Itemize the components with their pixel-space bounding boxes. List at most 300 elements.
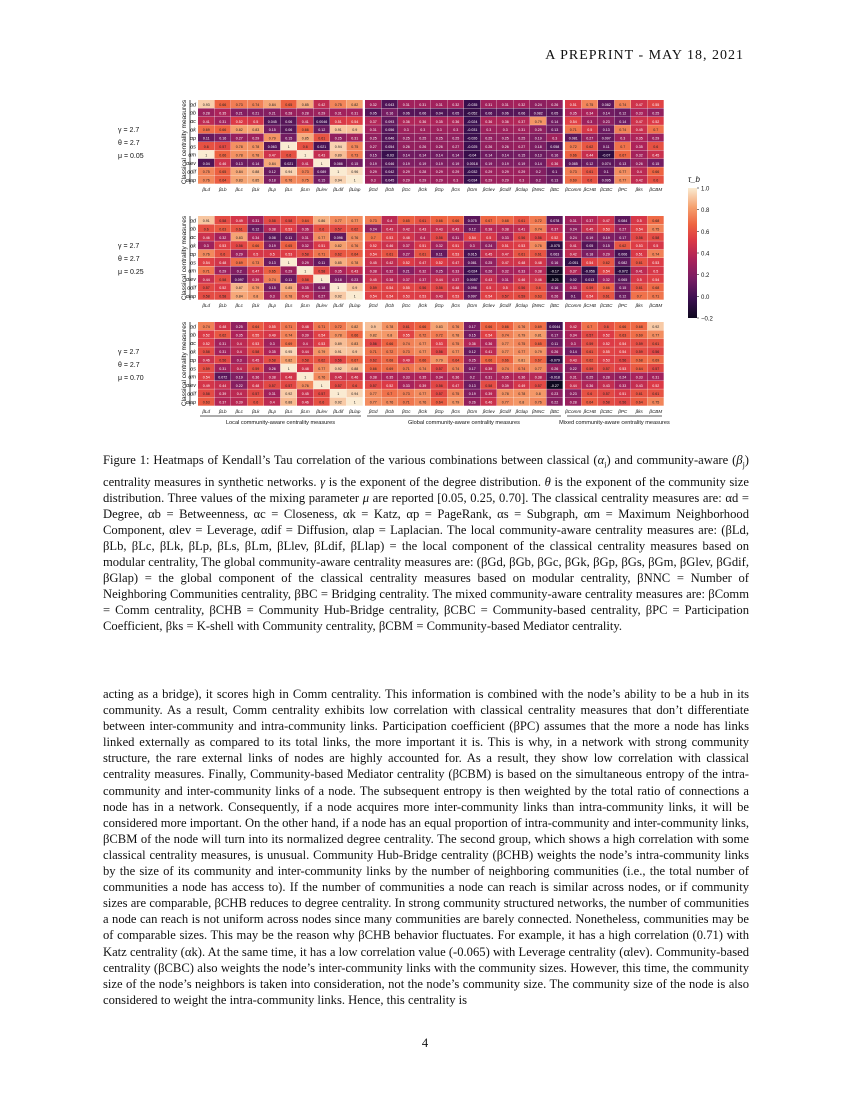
cell-value: 0.42 xyxy=(402,227,410,232)
cell-value: 0.3 xyxy=(453,178,459,183)
column-label: βLc xyxy=(235,303,243,308)
cell-value: 0.62 xyxy=(586,358,594,363)
cell-value: 0.29 xyxy=(369,170,377,175)
row-label: αk xyxy=(190,243,196,250)
cell-value: 0.74 xyxy=(419,367,427,372)
cell-value: 0.16 xyxy=(551,153,559,158)
cell-value: 0.16 xyxy=(386,111,394,116)
cell-value: 0.66 xyxy=(619,325,627,330)
cell-value: 0.37 xyxy=(452,277,460,282)
cell-value: 0.31 xyxy=(301,235,309,240)
row-label: αlev xyxy=(186,383,196,390)
cell-value: 0.29 xyxy=(318,111,326,116)
cell-value: 0.37 xyxy=(569,269,577,274)
cell-value: 0.47 xyxy=(252,269,260,274)
cell-value: 0.42 xyxy=(569,252,577,257)
column-label: βGm xyxy=(467,409,478,414)
cell-value: 0.29 xyxy=(402,170,410,175)
column-label: βGb xyxy=(385,303,395,308)
cell-value: 0.14 xyxy=(485,153,493,158)
cell-value: 0.48 xyxy=(252,383,260,388)
row-label: αs xyxy=(190,144,196,151)
cell-value: 0.52 xyxy=(602,333,610,338)
row-label: αdif xyxy=(187,391,196,398)
cell-value: -0.018 xyxy=(549,375,560,380)
cell-value: 0.56 xyxy=(435,235,443,240)
cell-value: 0.71 xyxy=(318,252,326,257)
cell-value: 0.26 xyxy=(551,367,559,372)
column-label: βGs xyxy=(451,409,460,414)
colorbar-tick-label: 0.8 xyxy=(701,208,710,215)
cell-value: -0.032 xyxy=(467,170,478,175)
cell-value: 0.31 xyxy=(569,375,577,380)
cell-value: 0.15 xyxy=(285,136,293,141)
cell-value: 0.04 xyxy=(202,161,210,166)
cell-value: 0.37 xyxy=(402,244,410,249)
cell-value: 0.57 xyxy=(202,286,210,291)
cell-value: 0.065 xyxy=(618,277,628,282)
cell-value: -0.026 xyxy=(467,136,478,141)
cell-value: 0.26 xyxy=(402,145,410,150)
cell-value: 0.66 xyxy=(219,103,227,108)
cell-value: 0.5 xyxy=(587,128,593,133)
cell-value: 0.74 xyxy=(619,128,627,133)
cell-value: 0.47 xyxy=(635,103,643,108)
cell-value: 0.45 xyxy=(586,227,594,232)
cell-value: 0.27 xyxy=(369,145,377,150)
cell-value: 0.4 xyxy=(302,341,308,346)
column-label: βLdif xyxy=(333,303,344,308)
cell-value: 0.48 xyxy=(534,261,542,266)
cell-value: 0.47 xyxy=(602,219,610,224)
cell-value: 0.19 xyxy=(235,375,243,380)
cell-value: 0.45 xyxy=(334,375,342,380)
column-label: βGlev xyxy=(482,303,495,308)
cell-value: 0.54 xyxy=(318,333,326,338)
cell-value: 0.77 xyxy=(501,400,509,405)
row-label: αd xyxy=(189,218,196,225)
cell-value: 0.74 xyxy=(534,227,542,232)
cell-value: 0.5 xyxy=(502,286,508,291)
cell-value: 0.063 xyxy=(267,145,277,150)
column-label: βLlev xyxy=(316,187,328,192)
cell-value: 0.3 xyxy=(203,244,209,249)
cell-value: 0.54 xyxy=(485,333,493,338)
cell-value: 0.19 xyxy=(402,161,410,166)
cell-value: 0.16 xyxy=(551,261,559,266)
panel-param: γ = 2.7 xyxy=(118,243,140,250)
column-label: βGdif xyxy=(499,409,511,414)
cell-value: 0.14 xyxy=(619,119,627,124)
cell-value: 0.43 xyxy=(419,227,427,232)
cell-value: 0.95 xyxy=(285,350,293,355)
cell-value: 0.56 xyxy=(235,244,243,249)
cell-value: 0.55 xyxy=(402,333,410,338)
cell-value: 0.17 xyxy=(468,325,476,330)
cell-value: 0.76 xyxy=(518,325,526,330)
cell-value: 0.39 xyxy=(301,333,309,338)
cell-value: 0.14 xyxy=(534,161,542,166)
row-label: αm xyxy=(188,152,196,159)
cell-value: 0.34 xyxy=(569,333,577,338)
cell-value: 0.69 xyxy=(235,261,243,266)
cell-value: 0.41 xyxy=(485,350,493,355)
cell-value: 0.25 xyxy=(452,136,460,141)
cell-value: -0.031 xyxy=(467,128,478,133)
cell-value: 0.53 xyxy=(452,252,460,257)
cell-value: 0.24 xyxy=(569,227,577,232)
column-label: βGlap xyxy=(515,409,528,414)
cell-value: -0.052 xyxy=(467,111,478,116)
cell-value: 0.19 xyxy=(435,161,443,166)
cell-value: 0.45 xyxy=(635,128,643,133)
column-label: βks xyxy=(635,303,643,308)
cell-value: 0.097 xyxy=(234,277,244,282)
cell-value: 0.76 xyxy=(534,400,542,405)
cell-value: 0.66 xyxy=(419,325,427,330)
cell-value: 0.3 xyxy=(453,128,459,133)
cell-value: 0.12 xyxy=(468,350,476,355)
cell-value: 0.77 xyxy=(501,350,509,355)
cell-value: 0.54 xyxy=(386,286,394,291)
cell-value: 0.53 xyxy=(318,341,326,346)
cell-value: 0.31 xyxy=(334,111,342,116)
cell-value: 0.5 xyxy=(653,269,659,274)
cell-value: 0.94 xyxy=(285,170,293,175)
column-label: βLk xyxy=(252,409,260,414)
cell-value: 0.79 xyxy=(534,350,542,355)
cell-value: 0.05 xyxy=(452,111,460,116)
cell-value: 0.2 xyxy=(535,178,541,183)
cell-value: 0.82 xyxy=(285,358,293,363)
cell-value: 0.6 xyxy=(535,286,541,291)
cell-value: 0.054 xyxy=(385,145,395,150)
cell-value: 0.73 xyxy=(235,103,243,108)
cell-value: 0.66 xyxy=(485,325,493,330)
cell-value: 0.25 xyxy=(369,136,377,141)
cell-value: 0.5 xyxy=(486,286,492,291)
cell-value: 0.7 xyxy=(587,325,593,330)
cell-value: 0.043 xyxy=(385,103,395,108)
column-label: βLc xyxy=(235,409,243,414)
cell-value: 0.11 xyxy=(551,341,559,346)
cell-value: 0.29 xyxy=(452,170,460,175)
cell-value: 0.19 xyxy=(518,161,526,166)
cell-value: 0.52 xyxy=(652,119,660,124)
cell-value: 0.29 xyxy=(602,252,610,257)
figure-caption: Figure 1: Heatmaps of Kendall’s Tau correlation of the various combinations between classical $(\alpha_i)$ and community-aware $(\beta_j)$ centrality measures in synthetic networks. γ is the exponent of the degree distribution. θ is the exponent of the community size distribution. Three values of the mixing parameter μ are reported [0.05, 0.25, 0.70]. The classical centrality measures are: αd = Degree, αb = Betweenness, αc = Closeness, αk = Katz, αp = PageRank, αs = Subgraph, αm = Maximum Neighborhood Component, αlev = Leverage, αdif = Diffusion, αlap = Laplacian. The local community-aware centrality measures are: (βLd, βLb, βLc, βLk, βLp, βLs, βLm, βLlev, βLdif, βLlap) = the local component of the classical centrality measures based on modular centrality, The global community-aware centrality measures are: (βGd, βGb, βGc, βGk, βGp, βGs, βGm, βGlev, βGdif, βGlap) = the global component of the classical centrality measures based on modular centrality, βNNC = Number of Neighboring Communities centrality, βBC = Bridging centrality. The mixed community-aware centrality measures are: βComm = Comm centrality, βCHB = Community Hub-Bridge centrality, βCBC = Community-based centrality, βPC = Participation Coefficient, βks = K-shell with Community centrality, βCBM = Community-based Mediator centrality. xyxy=(103,453,750,634)
cell-value: 0.31 xyxy=(219,119,227,124)
cell-value: 0.77 xyxy=(369,400,377,405)
cell-value: 0.57 xyxy=(602,367,610,372)
cell-value: 0.62 xyxy=(219,333,227,338)
cell-value: 0.32 xyxy=(635,153,643,158)
cell-value: 0.64 xyxy=(219,178,227,183)
cell-value: 0.29 xyxy=(518,170,526,175)
cell-value: 0.76 xyxy=(301,383,309,388)
cell-value: 0.78 xyxy=(252,153,260,158)
cell-value: 0.8 xyxy=(519,400,525,405)
panel-param: γ = 2.7 xyxy=(118,127,140,134)
cell-value: 0.77 xyxy=(334,219,342,224)
cell-value: 0.53 xyxy=(435,341,443,346)
cell-value: 0.6 xyxy=(253,400,259,405)
cell-value: 0.31 xyxy=(252,219,260,224)
cell-value: 0.85 xyxy=(301,136,309,141)
cell-value: 0.61 xyxy=(534,252,542,257)
row-label: αc xyxy=(190,119,196,126)
cell-value: 0.18 xyxy=(318,286,326,291)
row-label: αd xyxy=(189,324,196,331)
cell-value: 0.53 xyxy=(252,341,260,346)
cell-value: 0.4 xyxy=(236,367,242,372)
cell-value: 0.77 xyxy=(501,341,509,346)
cell-value: 0.46 xyxy=(301,400,309,405)
cell-value: 0.63 xyxy=(219,227,227,232)
cell-value: 0.76 xyxy=(318,375,326,380)
row-label: αlap xyxy=(185,177,196,184)
cell-value: 0.65 xyxy=(285,244,293,249)
cell-value: 0.65 xyxy=(534,341,542,346)
cell-value: 0.57 xyxy=(285,383,293,388)
cell-value: 0.5 xyxy=(486,235,492,240)
cell-value: 0.55 xyxy=(402,286,410,291)
cell-value: 0.25 xyxy=(652,111,660,116)
colorbar-tick-label: 0.4 xyxy=(701,251,710,258)
cell-value: 0.31 xyxy=(485,375,493,380)
cell-value: 0.73 xyxy=(369,219,377,224)
column-label: βLs xyxy=(285,187,293,192)
cell-value: 0.046 xyxy=(385,136,395,141)
cell-value: 0.021 xyxy=(317,145,327,150)
cell-value: 0.58 xyxy=(219,294,227,299)
cell-value: -0.21 xyxy=(550,277,559,282)
cell-value: 0.51 xyxy=(334,119,342,124)
column-label: βBC xyxy=(550,187,560,192)
cell-value: 0.28 xyxy=(202,111,210,116)
cell-value: 0.5 xyxy=(653,244,659,249)
cell-value: 0.55 xyxy=(652,103,660,108)
cell-value: 0.93 xyxy=(202,103,210,108)
column-label: βLs xyxy=(285,409,293,414)
colorbar-tick-label: −0.2 xyxy=(701,316,713,323)
cell-value: 0.29 xyxy=(485,170,493,175)
cell-value: 0.25 xyxy=(534,128,542,133)
cell-value: 0.56 xyxy=(435,286,443,291)
cell-value: 0.3 xyxy=(587,119,593,124)
cell-value: 0.0018 xyxy=(466,161,478,166)
cell-value: 0.3 xyxy=(486,128,492,133)
cell-value: 0.73 xyxy=(402,350,410,355)
cell-value: 0.41 xyxy=(569,244,577,249)
cell-value: 0.89 xyxy=(334,153,342,158)
cell-value: 0.58 xyxy=(219,277,227,282)
cell-value: 0.14 xyxy=(602,111,610,116)
cell-value: 0.37 xyxy=(586,219,594,224)
cell-value: 0.52 xyxy=(402,261,410,266)
panel-param: μ = 0.05 xyxy=(118,153,144,160)
cell-value: 1 xyxy=(320,161,323,166)
cell-value: 0.4 xyxy=(236,341,242,346)
cell-value: 0.43 xyxy=(602,383,610,388)
cell-value: -0.035 xyxy=(467,103,478,108)
cell-value: 0.69 xyxy=(202,128,210,133)
cell-value: 0.6 xyxy=(653,145,659,150)
cell-value: 0.35 xyxy=(268,350,276,355)
cell-value: 0.56 xyxy=(369,341,377,346)
cell-value: 0.29 xyxy=(501,178,509,183)
cell-value: 0.74 xyxy=(268,277,276,282)
cell-value: 0.73 xyxy=(351,153,359,158)
cell-value: -0.27 xyxy=(550,383,559,388)
column-label: βComm xyxy=(565,303,582,308)
cell-value: 0.69 xyxy=(386,367,394,372)
cell-value: 0.28 xyxy=(285,111,293,116)
cell-value: 0.48 xyxy=(219,325,227,330)
cell-value: 0.48 xyxy=(452,286,460,291)
cell-value: 0.6 xyxy=(603,325,609,330)
cell-value: -0.024 xyxy=(467,119,478,124)
cell-value: 0.06 xyxy=(518,111,526,116)
row-label: αb xyxy=(189,110,196,117)
cell-value: 0.081 xyxy=(568,136,578,141)
cell-value: 0.093 xyxy=(385,119,395,124)
cell-value: 0.77 xyxy=(318,235,326,240)
cell-value: 0.26 xyxy=(551,294,559,299)
cell-value: 0.013 xyxy=(585,277,595,282)
cell-value: 0.45 xyxy=(301,392,309,397)
cell-value: 0.44 xyxy=(219,383,227,388)
cell-value: 0.46 xyxy=(485,400,493,405)
cell-value: 0.11 xyxy=(435,252,443,257)
cell-value: 0.62 xyxy=(369,358,377,363)
cell-value: 0.76 xyxy=(285,178,293,183)
row-label: αlap xyxy=(185,293,196,300)
cell-value: 0.57 xyxy=(334,383,342,388)
cell-value: 0.73 xyxy=(402,392,410,397)
column-label: βCBM xyxy=(649,409,663,414)
cell-value: 0.26 xyxy=(268,367,276,372)
cell-value: 0.79 xyxy=(252,286,260,291)
cell-value: 0.39 xyxy=(485,367,493,372)
cell-value: 0.78 xyxy=(518,392,526,397)
cell-value: 0.12 xyxy=(318,128,326,133)
column-label: βLb xyxy=(218,187,227,192)
cell-value: 0.31 xyxy=(369,128,377,133)
cell-value: 0.68 xyxy=(652,219,660,224)
cell-value: 0.39 xyxy=(219,392,227,397)
row-label: αm xyxy=(188,374,196,381)
cell-value: 0.68 xyxy=(635,325,643,330)
row-label: αm xyxy=(188,268,196,275)
column-label: βLm xyxy=(300,303,310,308)
cell-value: 0.78 xyxy=(351,261,359,266)
cell-value: 0.089 xyxy=(317,170,327,175)
cell-value: 0.4 xyxy=(236,350,242,355)
cell-value: 0.52 xyxy=(652,383,660,388)
cell-value: 0.38 xyxy=(485,227,493,232)
row-label: αp xyxy=(189,251,196,258)
cell-value: 0.35 xyxy=(635,136,643,141)
cell-value: 0.66 xyxy=(501,325,509,330)
column-label: βLm xyxy=(300,187,310,192)
cell-value: 0.17 xyxy=(468,367,476,372)
cell-value: 0.54 xyxy=(351,119,359,124)
cell-value: 0.45 xyxy=(652,153,660,158)
cell-value: 0.62 xyxy=(351,227,359,232)
cell-value: 0.49 xyxy=(402,358,410,363)
cell-value: 0.3 xyxy=(236,358,242,363)
cell-value: 0.62 xyxy=(318,358,326,363)
row-label: αp xyxy=(189,135,196,142)
cell-value: 0.26 xyxy=(551,350,559,355)
heatmap-figure xyxy=(108,96,748,451)
cell-value: 0.76 xyxy=(351,235,359,240)
cell-value: 0.54 xyxy=(619,341,627,346)
cell-value: 0.082 xyxy=(601,103,611,108)
cell-value: 0.25 xyxy=(468,358,476,363)
cell-value: 0.56 xyxy=(334,358,342,363)
cell-value: 0.32 xyxy=(386,269,394,274)
column-label: βGdif xyxy=(499,187,511,192)
cell-value: 1 xyxy=(320,383,323,388)
cell-value: 0.91 xyxy=(334,128,342,133)
cell-value: 0.61 xyxy=(419,219,427,224)
cell-value: 0.56 xyxy=(635,235,643,240)
cell-value: 1 xyxy=(337,392,340,397)
cell-value: 0.0044 xyxy=(549,325,561,330)
cell-value: 0.54 xyxy=(619,350,627,355)
cell-value: 0.37 xyxy=(369,119,377,124)
cell-value: 0.5 xyxy=(636,219,642,224)
cell-value: 0.79 xyxy=(268,136,276,141)
cell-value: 0.66 xyxy=(485,358,493,363)
cell-value: 0.57 xyxy=(435,367,443,372)
cell-value: 0.3 xyxy=(269,294,275,299)
column-label: βLm xyxy=(300,409,310,414)
cell-value: 0.58 xyxy=(652,235,660,240)
column-label: βLk xyxy=(252,303,260,308)
cell-value: 0.89 xyxy=(334,341,342,346)
cell-value: 0.76 xyxy=(419,400,427,405)
cell-value: 0.84 xyxy=(235,170,243,175)
cell-value: 0.045 xyxy=(385,178,395,183)
column-label: βGp xyxy=(434,187,444,192)
cell-value: 0.4 xyxy=(420,235,426,240)
cell-value: 0.021 xyxy=(284,161,294,166)
cell-value: 0.86 xyxy=(318,219,326,224)
cell-value: 0.6 xyxy=(203,227,209,232)
cell-value: 0.69 xyxy=(285,341,293,346)
cell-value: 0.43 xyxy=(435,227,443,232)
cell-value: 0.34 xyxy=(252,235,260,240)
cell-value: 0.76 xyxy=(386,400,394,405)
cell-value: 0.52 xyxy=(202,341,210,346)
cell-value: 0.66 xyxy=(301,128,309,133)
page-header: A PREPRINT - MAY 18, 2021 xyxy=(545,48,744,63)
cell-value: 0.36 xyxy=(452,119,460,124)
cell-value: 0.55 xyxy=(252,333,260,338)
cell-value: 0.12 xyxy=(268,170,276,175)
cell-value: 0.56 xyxy=(518,235,526,240)
cell-value: 0.26 xyxy=(419,145,427,150)
cell-value: 0.22 xyxy=(569,367,577,372)
cell-value: 0.15 xyxy=(268,128,276,133)
cell-value: 0.14 xyxy=(452,153,460,158)
cell-value: 0.67 xyxy=(351,358,359,363)
column-label: βGk xyxy=(418,409,427,414)
cell-value: 0.28 xyxy=(301,111,309,116)
